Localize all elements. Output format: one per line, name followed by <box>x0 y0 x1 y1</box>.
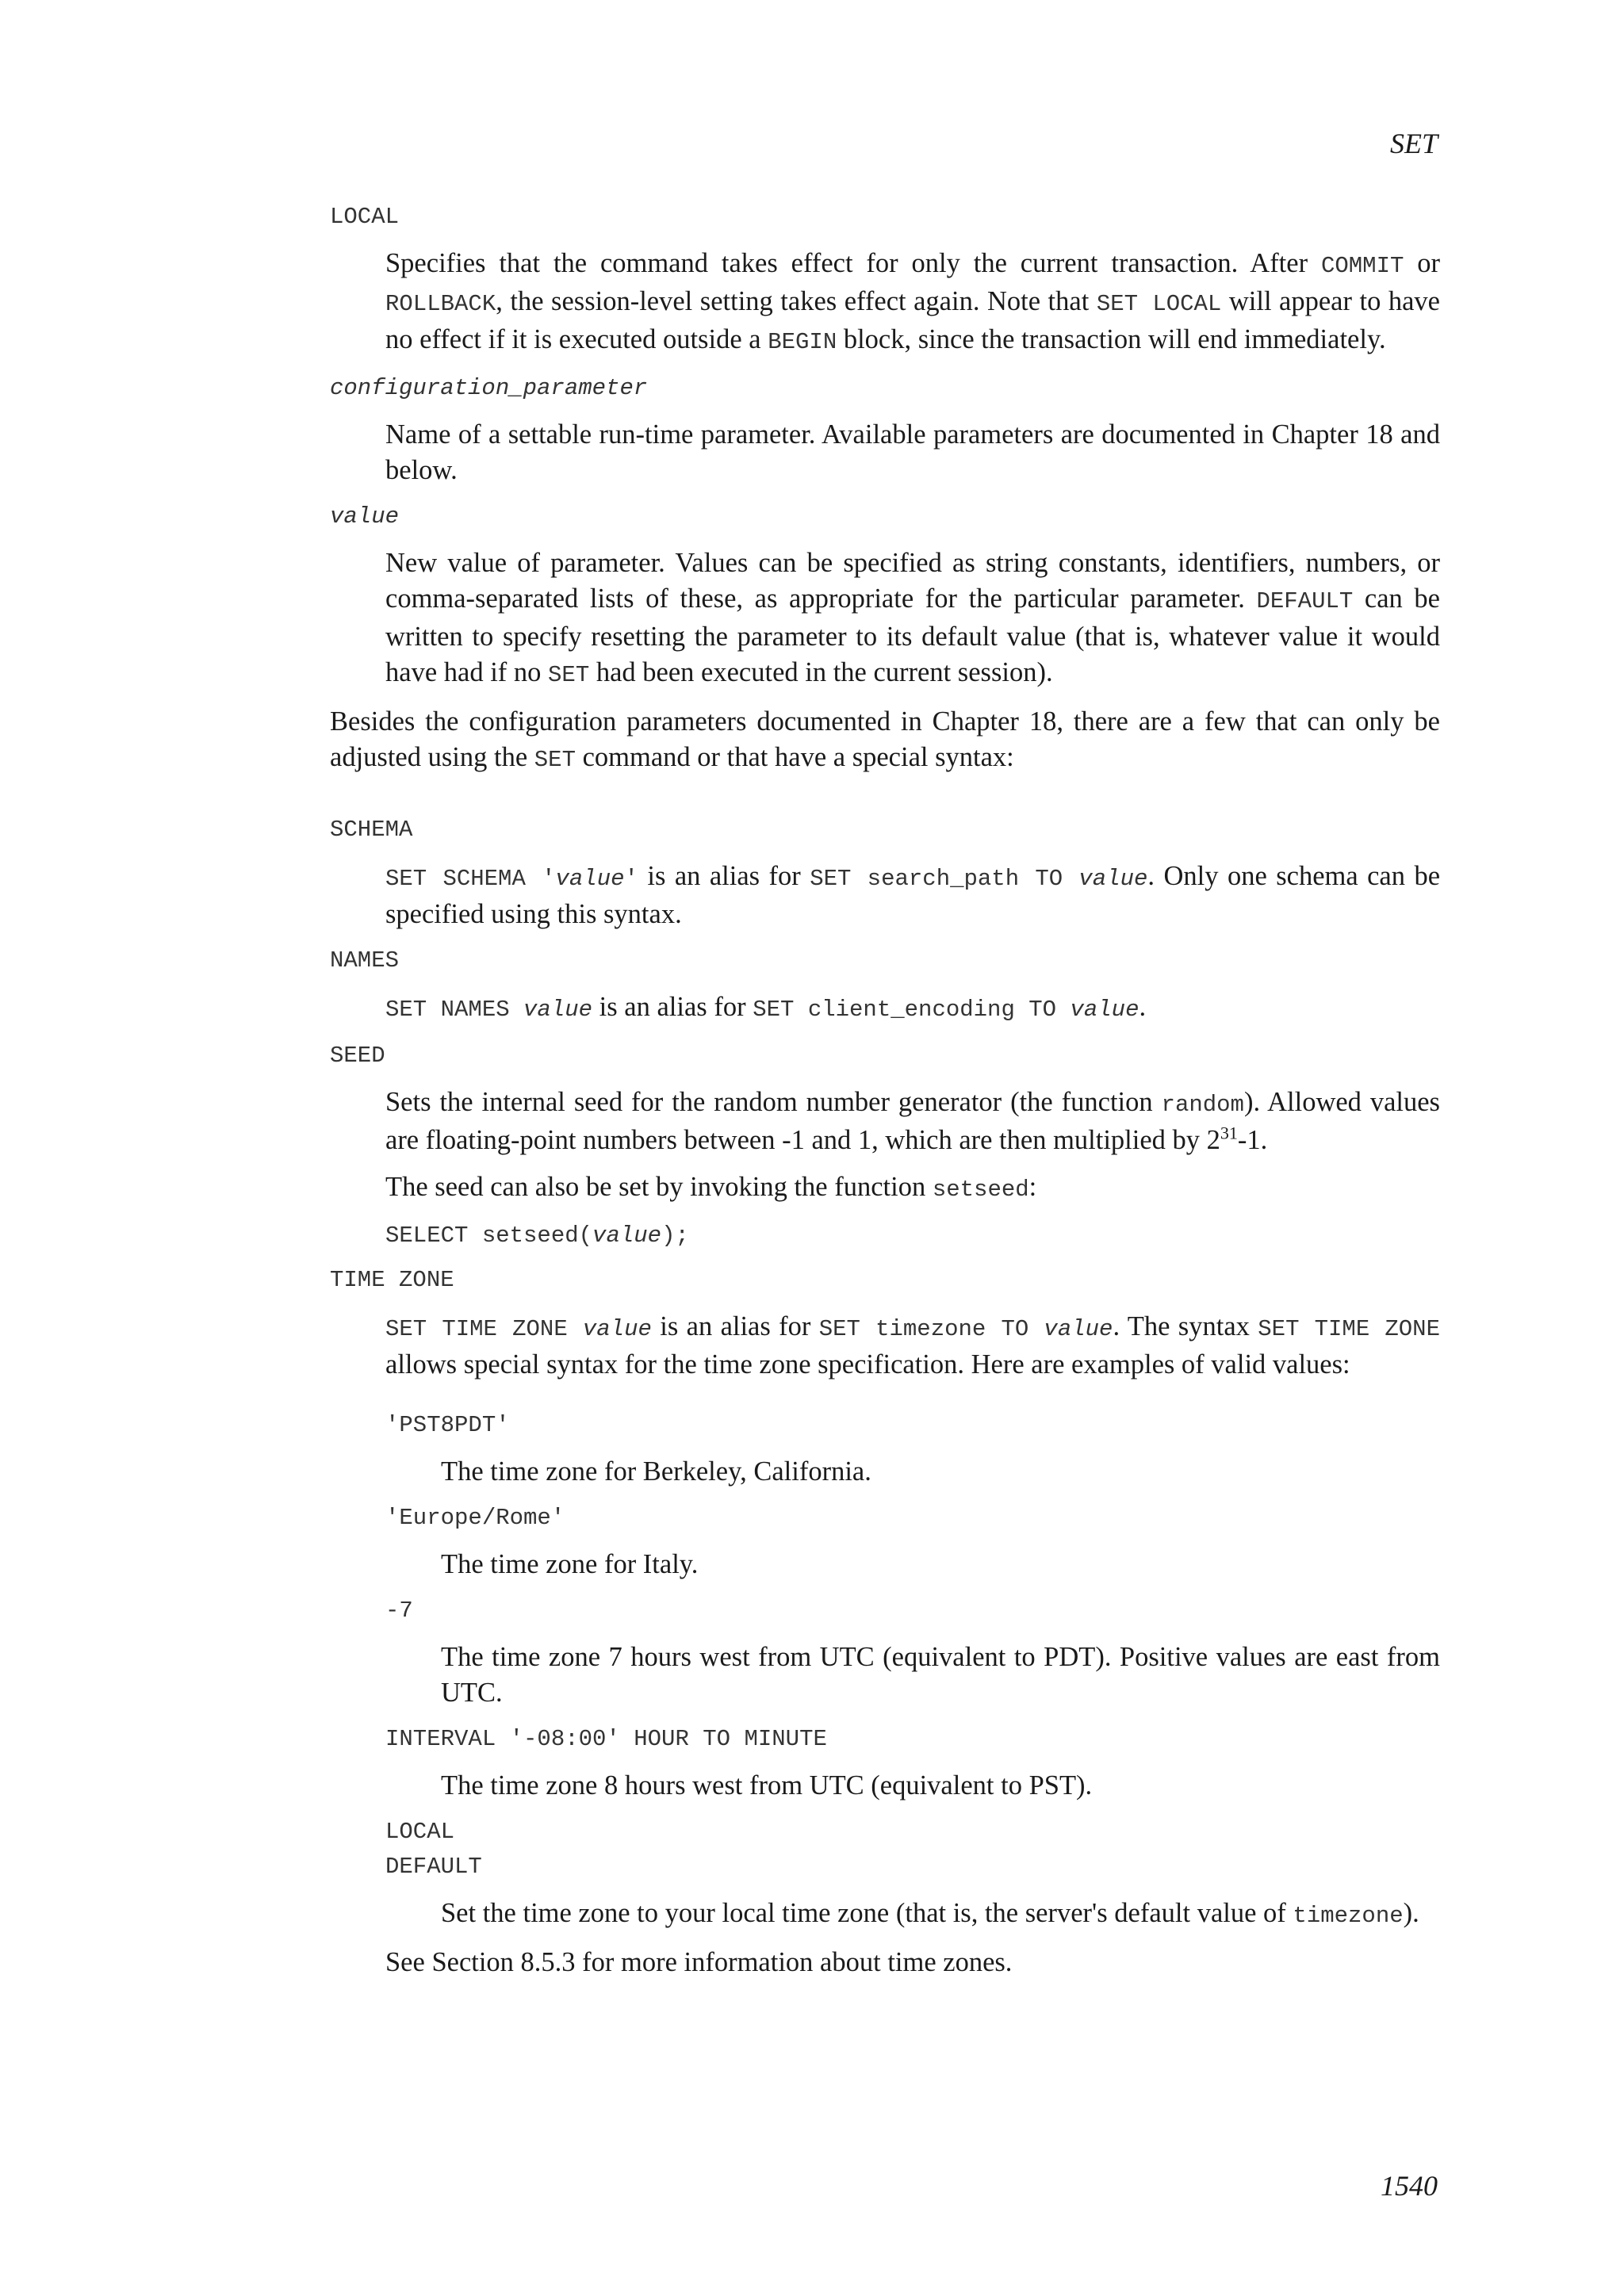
running-header: SET <box>1389 128 1438 159</box>
desc-tz-europe-rome: The time zone for Italy. <box>441 1549 699 1579</box>
term-tz-minus7: -7 <box>385 1598 413 1624</box>
desc-names: SET NAMES value is an alias for SET client_encoding TO value. <box>385 992 1147 1023</box>
term-configuration-parameter: configuration_parameter <box>330 375 648 401</box>
term-tz-local: LOCAL <box>385 1819 455 1845</box>
term-tz-default: DEFAULT <box>385 1854 482 1880</box>
desc-tz-interval: The time zone 8 hours west from UTC (equivalent to PST). <box>441 1770 1093 1800</box>
term-seed: SEED <box>330 1043 385 1069</box>
desc-seed: Sets the internal seed for the random number generator (the function random). Allowed values are floating-point numbers between -1 and 1, which are then multiplied by $2^{31}-1$. <box>385 1087 1440 1155</box>
besides-paragraph: Besides the configuration parameters documented in Chapter 18, there are a few that can only be adjusted using the SET command or that have a special syntax: <box>330 706 1440 773</box>
desc-local: Specifies that the command takes effect for only the current transaction. After COMMIT or ROLLBACK, the session-level setting takes effect again. Note that SET LOCAL will appear to have no effect if it is executed outside a BEGIN block, since the transaction will end immediately. <box>385 248 1440 355</box>
desc-time-zone: SET TIME ZONE value is an alias for SET timezone TO value. The syntax SET TIME ZONE allows special syntax for the time zone specification. Here are examples of valid values: <box>385 1311 1440 1380</box>
term-tz-pst8pdt: 'PST8PDT' <box>385 1412 510 1438</box>
desc-tz-pst8pdt: The time zone for Berkeley, California. <box>441 1456 871 1487</box>
page-content <box>330 200 1440 1992</box>
term-local: LOCAL <box>330 204 400 230</box>
term-tz-europe-rome: 'Europe/Rome' <box>385 1505 565 1531</box>
term-value: value <box>330 503 400 530</box>
desc-tz-local-default: Set the time zone to your local time zone (that is, the server's default value of timezone). <box>441 1898 1419 1929</box>
desc-configuration-parameter: Name of a settable run-time parameter. Available parameters are documented in Chapter 18 and below. <box>385 419 1440 485</box>
term-names: NAMES <box>330 947 400 974</box>
desc-seed-setseed: The seed can also be set by invoking the function setseed: <box>385 1172 1037 1203</box>
desc-schema: SET SCHEMA 'value' is an alias for SET search_path TO value. Only one schema can be specified using this syntax. <box>385 861 1441 929</box>
term-tz-interval: INTERVAL '-08:00' HOUR TO MINUTE <box>385 1726 827 1752</box>
term-schema: SCHEMA <box>330 817 413 843</box>
see-also-time-zones: See Section 8.5.3 for more information about time zones. <box>385 1947 1013 1977</box>
page-number: 1540 <box>1381 2170 1438 2202</box>
term-time-zone: TIME ZONE <box>330 1267 454 1293</box>
code-select-setseed: SELECT setseed(value); <box>385 1223 689 1249</box>
desc-value: New value of parameter. Values can be specified as string constants, identifiers, numbers, or comma-separated lists of these, as appropriate for the particular parameter. DEFAULT can be written to specify resetting the parameter to its default value (that is, whatever value it would have had if no SET had been executed in the current session). <box>385 548 1440 688</box>
desc-tz-minus7: The time zone 7 hours west from UTC (equivalent to PDT). Positive values are east from UTC. <box>441 1642 1440 1708</box>
